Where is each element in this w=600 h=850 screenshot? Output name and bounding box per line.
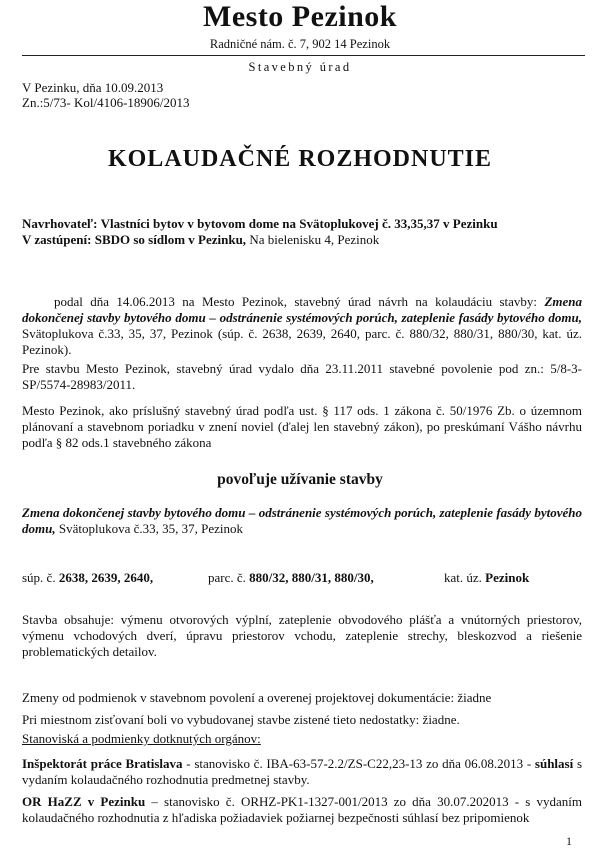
applicant-label: Navrhovateľ: [22,216,98,231]
paragraph-changes: Zmeny od podmienok v stavebnom povolení a overenej projektovej dokumentácie: žiadne [22,690,492,705]
p9-rest: s vydaním kolaudačného rozhodnutia predmetnej stavby. [22,756,583,787]
p1-building-name: Zmena dokončenej stavby bytového domu – odstránenie systémových porúch, zateplenie fasády bytového domu, [22,294,582,325]
representative-line [22,232,379,248]
paragraph-building [22,505,582,537]
p4-building-name: Zmena dokončenej stavby bytového domu – odstránenie systémových porúch, zateplenie fasády bytového domu, [22,505,582,536]
decision-subheading: povoľuje užívanie stavby [217,471,383,488]
applicant-value: Vlastníci bytov v bytovom dome na Svätoplukovej č. 33,35,37 v Pezinku [100,216,498,231]
cadastral-value: Pezinok [485,570,530,585]
representative-value: SBDO so sídlom v Pezinku, [94,232,247,247]
representative-label: V zastúpení: [22,232,92,247]
parcel-value: 880/32, 880/31, 880/30, [249,570,374,585]
place-date: V Pezinku, dňa 10.09.2013 [22,80,164,95]
p10-authority: OR HaZZ v Pezinku [22,794,146,809]
paragraph-opinions-heading: Stanoviská a podmienky dotknutých orgánov: [22,731,261,746]
parcel-numbers [208,570,374,586]
sup-label: súp. č. [22,570,59,585]
cadastral-label: kat. úz. [444,570,486,585]
paragraph-application [22,294,582,358]
p9-authority: Inšpektorát práce Bratislava [22,756,183,771]
p1-text-a: podal dňa 14.06.2013 na Mesto Pezinok, stavebný úrad návrh na kolaudáciu stavby: [54,294,545,309]
p9-consent: súhlasí [534,756,574,771]
cadastral-area [444,570,529,586]
paragraph-labour-inspectorate [22,756,582,788]
page-number: 1 [566,834,572,848]
file-number: Zn.:5/73- Kol/4106-18906/2013 [22,95,190,110]
document-heading: KOLAUDAČNÉ ROZHODNUTIE [107,146,493,172]
lot-numbers [22,570,153,586]
representative-address: Na bielenisku 4, Pezinok [246,232,380,247]
p1-text-b: Svätoplukova č.33, 35, 37, Pezinok (súp. č. 2638, 2639, 2640, parc. č. 880/32, 880/31, 880/30, kat. úz. Pezinok). [22,326,582,357]
paragraph-permit: Pre stavbu Mesto Pezinok, stavebný úrad vydalo dňa 23.11.2011 stavebné povolenie pod zn.: 5/8-3-SP/5574-28983/2011. [22,361,582,392]
paragraph-defects: Pri miestnom zisťovaní boli vo vybudovanej stavbe zistené tieto nedostatky: žiadne. [22,712,460,727]
applicant-line [22,216,498,232]
office-name: Stavebný úrad [248,60,352,74]
city-title: Mesto Pezinok [203,0,397,33]
parcel-label: parc. č. [208,570,250,585]
p10-rest: – stanovisko č. ORHZ-PK1-1327-001/2013 zo dňa 30.07.202013 - s vydaním kolaudačného rozhodnutia z hľadiska požiadaviek požiarnej bezpečnosti súhlasí bez pripomienok [22,794,582,825]
city-address: Radničné nám. č. 7, 902 14 Pezinok [209,37,391,51]
sup-value: 2638, 2639, 2640, [58,570,154,585]
paragraph-contents: Stavba obsahuje: výmenu otvorových výplní, zateplenie obvodového plášťa a vnútorných priestorov, výmenu vchodových dverí, úpravu priestorov vchodu, zateplenie strechy, bleskozvod a riešenie problematických detailov. [22,612,582,659]
paragraph-fire-rescue [22,794,582,826]
p4-address: Svätoplukova č.33, 35, 37, Pezinok [55,521,243,536]
paragraph-authority: Mesto Pezinok, ako príslušný stavebný úrad podľa ust. § 117 ods. 1 zákona č. 50/1976 Zb. o územnom plánovaní a stavebnom poriadku v znení noviel (ďalej len stavebný zákon), po preskúmaní Vášho návrhu podľa § 82 ods.1 stavebného zákona [22,403,582,450]
p9-ref: - stanovisko č. IBA-63-57-2.2/ZS-C22,23-13 zo dňa 06.08.2013 - [182,756,535,771]
header-divider [22,55,585,56]
